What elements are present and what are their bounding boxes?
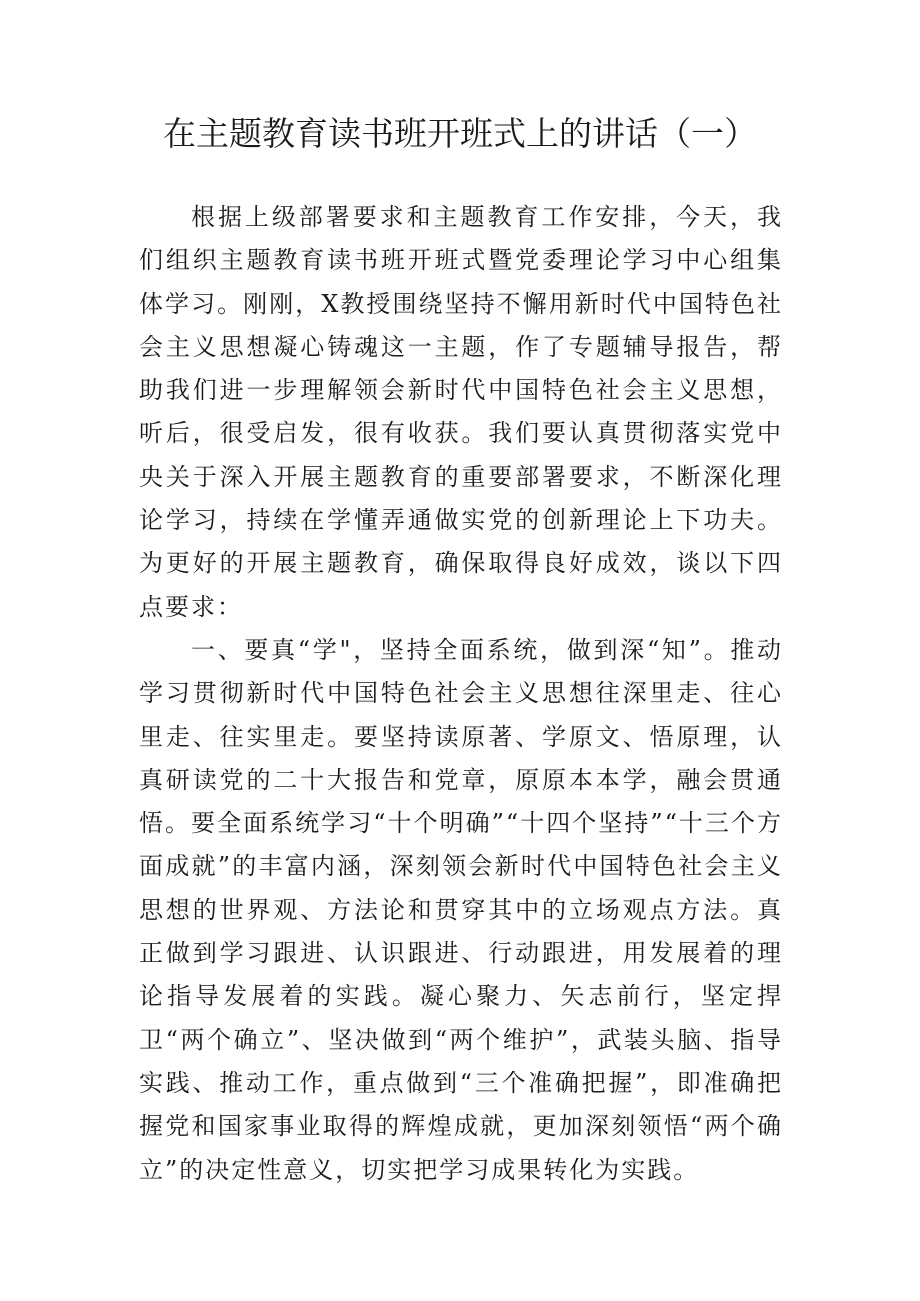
- document-body: [139, 196, 783, 1192]
- paragraph-intro: 根据上级部署要求和主题教育工作安排，今天，我们组织主题教育读书班开班式暨党委理论学习中心组集体学习。刚刚，X教授围绕坚持不懈用新时代中国特色社会主义思想凝心铸魂这一主题，作了专题辅导报告，帮助我们进一步理解领会新时代中国特色社会主义思想，听后，很受启发，很有收获。我们要认真贯彻落实党中央关于深入开展主题教育的重要部署要求，不断深化理论学习，持续在学懂弄通做实党的创新理论上下功夫。为更好的开展主题教育，确保取得良好成效，谈以下四点要求：: [139, 203, 783, 621]
- paragraph-point-one: 一、要真“学"，坚持全面系统，做到深“知”。推动学习贯彻新时代中国特色社会主义思想往深里走、往心里走、往实里走。要坚持读原著、学原文、悟原理，认真研读党的二十大报告和党章，原原本本学，融会贯通悟。要全面系统学习“十个明确”“十四个坚持”“十三个方面成就”的丰富内涵，深刻领会新时代中国特色社会主义思想的世界观、方法论和贯穿其中的立场观点方法。真正做到学习跟进、认识跟进、行动跟进，用发展着的理论指导发展着的实践。凝心聚力、矢志前行，坚定捍卫“两个确立”、坚决做到“两个维护”，武装头脑、指导实践、推动工作，重点做到“三个准确把握”，即准确把握党和国家事业取得的辉煌成就，更加深刻领悟“两个确立”的决定性意义，切实把学习成果转化为实践。: [139, 635, 783, 1184]
- document-title: 在主题教育读书班开班式上的讲话（一）: [163, 114, 757, 153]
